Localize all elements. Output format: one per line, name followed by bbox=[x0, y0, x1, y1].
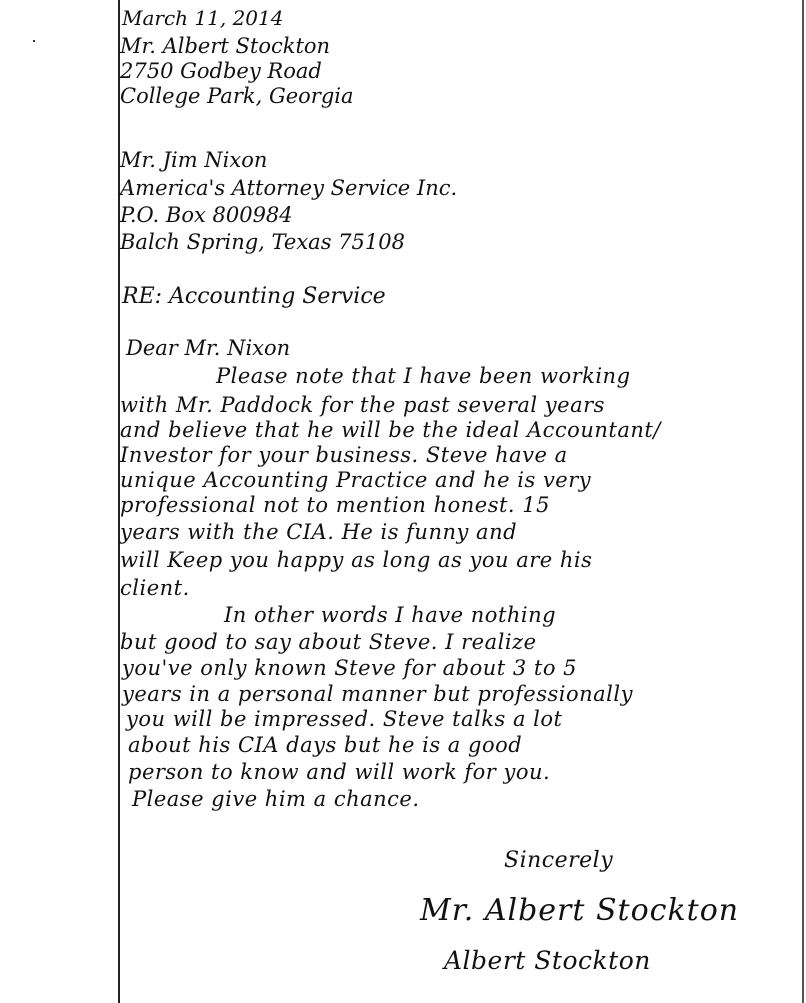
date-line: March 11, 2014 bbox=[122, 6, 284, 30]
sender-city: College Park, Georgia bbox=[120, 84, 354, 108]
body-line: you will be impressed. Steve talks a lot bbox=[126, 707, 563, 731]
body-line: professional not to mention honest. 15 bbox=[120, 493, 550, 517]
body-line: but good to say about Steve. I realize bbox=[120, 630, 537, 654]
body-line: and believe that he will be the ideal Accountant/ bbox=[120, 418, 661, 442]
body-line: unique Accounting Practice and he is very bbox=[120, 468, 592, 492]
body-line: years in a personal manner but professionally bbox=[122, 682, 633, 706]
body-line: person to know and will work for you. bbox=[128, 760, 551, 784]
closing: Sincerely bbox=[504, 848, 614, 873]
recipient-city: Balch Spring, Texas 75108 bbox=[120, 230, 405, 254]
signature: Mr. Albert Stockton bbox=[420, 893, 740, 928]
recipient-company: America's Attorney Service Inc. bbox=[120, 176, 458, 200]
body-line: will Keep you happy as long as you are his bbox=[120, 548, 593, 572]
subject-line: RE: Accounting Service bbox=[122, 284, 386, 309]
body-line: In other words I have nothing bbox=[224, 603, 557, 627]
sender-street: 2750 Godbey Road bbox=[120, 59, 322, 83]
body-line: with Mr. Paddock for the past several years bbox=[120, 393, 605, 417]
body-line: you've only known Steve for about 3 to 5 bbox=[122, 656, 578, 680]
printed-name: Albert Stockton bbox=[444, 946, 651, 975]
body-line: Investor for your business. Steve have a bbox=[120, 443, 568, 467]
right-page-edge bbox=[802, 0, 804, 1003]
recipient-name: Mr. Jim Nixon bbox=[120, 148, 268, 172]
salutation: Dear Mr. Nixon bbox=[126, 336, 291, 360]
body-line: Please note that I have been working bbox=[216, 364, 631, 388]
recipient-po-box: P.O. Box 800984 bbox=[120, 203, 293, 227]
sender-name: Mr. Albert Stockton bbox=[120, 34, 331, 58]
body-line: about his CIA days but he is a good bbox=[128, 733, 523, 757]
body-line: years with the CIA. He is funny and bbox=[120, 520, 518, 544]
body-line: client. bbox=[120, 576, 190, 600]
body-line: Please give him a chance. bbox=[132, 787, 420, 811]
scan-speck bbox=[33, 40, 35, 42]
